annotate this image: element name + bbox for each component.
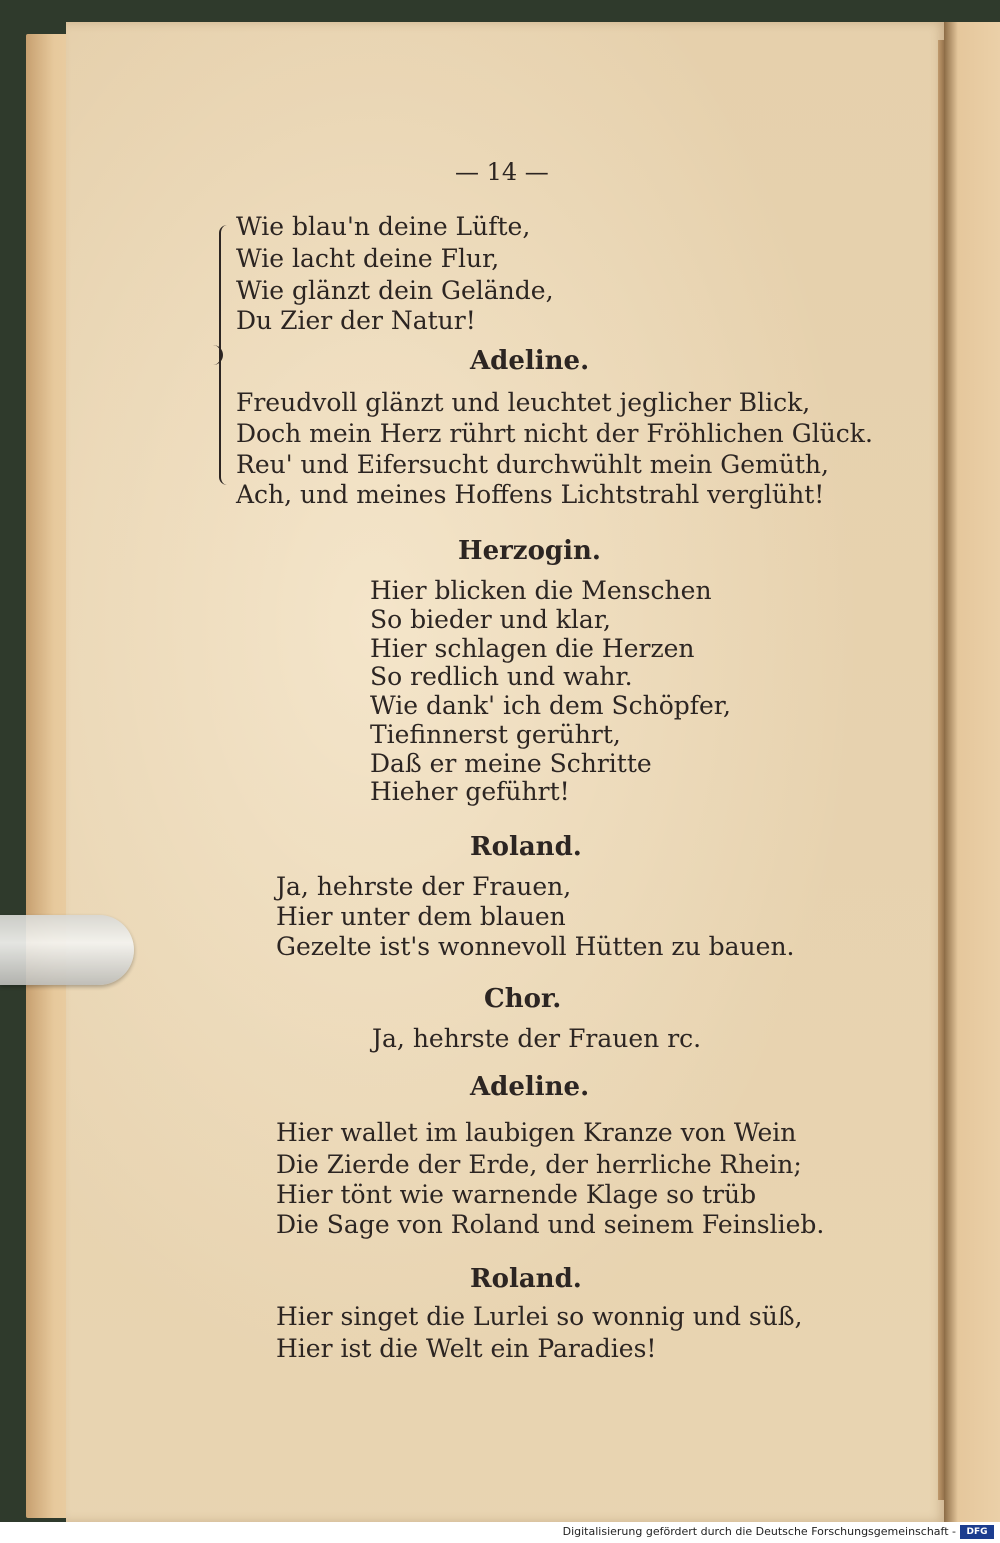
verse-line: Du Zier der Natur! [236,306,476,335]
speaker-heading: Roland. [470,1264,582,1294]
facing-page-edge [944,22,1000,1522]
verse-line: Hier wallet im laubigen Kranze von Wein [276,1118,797,1147]
verse-line: Hier ist die Welt ein Paradies! [276,1334,657,1363]
verse-line: Doch mein Herz rührt nicht der Fröhlichen Glück. [236,419,873,448]
verse-line: So bieder und klar, [370,605,611,634]
verse-line: Die Sage von Roland und seinem Feinslieb. [276,1210,825,1239]
verse-line: Hier tönt wie warnende Klage so trüb [276,1180,757,1209]
page-clip [0,915,134,985]
verse-line: So redlich und wahr. [370,662,633,691]
verse-line: Reu' und Eifersucht durchwühlt mein Gemüth, [236,450,829,479]
verse-line: Ja, hehrste der Frauen rc. [372,1024,702,1053]
verse-line: Ach, und meines Hoffens Lichtstrahl verglüht! [236,480,825,509]
verse-line: Hier singet die Lurlei so wonnig und süß, [276,1302,803,1331]
verse-line: Wie glänzt dein Gelände, [236,276,554,305]
speaker-heading: Adeline. [470,1072,590,1102]
verse-line: Wie dank' ich dem Schöpfer, [370,691,731,720]
speaker-heading: Chor. [484,984,562,1014]
verse-line: Daß er meine Schritte [370,749,652,778]
verse-line: Gezelte ist's wonnevoll Hütten zu bauen. [276,932,795,961]
verse-line: Hier unter dem blauen [276,902,566,931]
verse-line: Die Zierde der Erde, der herrliche Rhein; [276,1150,802,1179]
page-number: — 14 — [455,158,549,186]
speaker-heading: Herzogin. [458,536,601,566]
footer-credit: Digitalisierung gefördert durch die Deutsche Forschungsgemeinschaft - [562,1525,956,1538]
verse-line: Hier blicken die Menschen [370,576,712,605]
verse-line: Hier schlagen die Herzen [370,634,695,663]
verse-line: Freudvoll glänzt und leuchtet jeglicher Blick, [236,388,811,417]
verse-line: Wie lacht deine Flur, [236,244,500,273]
verse-line: Tiefinnerst gerührt, [370,720,621,749]
verse-line: Ja, hehrste der Frauen, [276,872,572,901]
speaker-heading: Roland. [470,832,582,862]
verse-line: Hieher geführt! [370,777,570,806]
verse-line: Wie blau'n deine Lüfte, [236,212,531,241]
dfg-logo: DFG [960,1525,994,1539]
speaker-heading: Adeline. [470,346,590,376]
